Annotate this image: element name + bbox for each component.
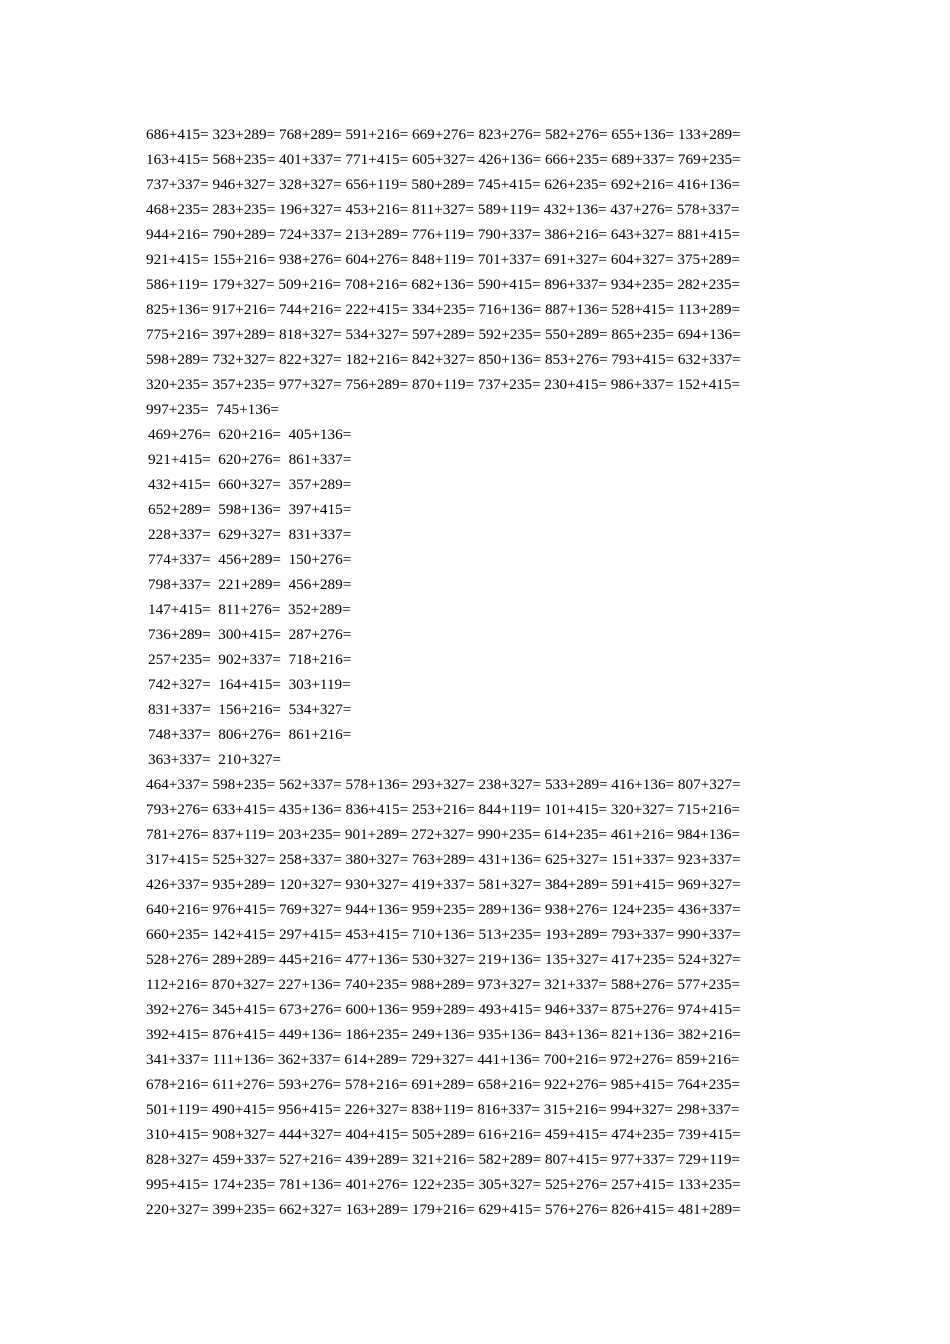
problem-row: 310+415= 908+327= 444+327= 404+415= 505+289= 616+216= 459+415= 474+235= 739+415= [146,1126,741,1143]
problem-row: 426+337= 935+289= 120+327= 930+327= 419+337= 581+327= 384+289= 591+415= 969+327= [146,876,741,893]
problem-row: 995+415= 174+235= 781+136= 401+276= 122+235= 305+327= 525+276= 257+415= 133+235= [146,1176,741,1193]
problem-row: 341+337= 111+136= 362+337= 614+289= 729+327= 441+136= 700+216= 972+276= 859+216= [146,1051,740,1068]
problem-row: 944+216= 790+289= 724+337= 213+289= 776+119= 790+337= 386+216= 643+327= 881+415= [146,226,741,243]
exercise-block-3 [146,772,741,1222]
problem-row: 921+415= 620+276= 861+337= [148,451,352,468]
exercise-block-1 [146,122,741,422]
problem-row: 392+276= 345+415= 673+276= 600+136= 959+289= 493+415= 946+337= 875+276= 974+415= [146,1001,741,1018]
exercise-block-2 [148,422,351,772]
problem-row: 228+337= 629+327= 831+337= [148,526,352,543]
problem-row: 640+216= 976+415= 769+327= 944+136= 959+235= 289+136= 938+276= 124+235= 436+337= [146,901,741,918]
problem-row: 598+289= 732+327= 822+327= 182+216= 842+327= 850+136= 853+276= 793+415= 632+337= [146,351,741,368]
problem-row: 257+235= 902+337= 718+216= [148,651,352,668]
problem-row: 775+216= 397+289= 818+327= 534+327= 597+289= 592+235= 550+289= 865+235= 694+136= [146,326,741,343]
problem-row: 163+415= 568+235= 401+337= 771+415= 605+327= 426+136= 666+235= 689+337= 769+235= [146,151,741,168]
problem-row: 317+415= 525+327= 258+337= 380+327= 763+289= 431+136= 625+327= 151+337= 923+337= [146,851,741,868]
problem-row: 748+337= 806+276= 861+216= [148,726,352,743]
problem-row: 220+327= 399+235= 662+327= 163+289= 179+216= 629+415= 576+276= 826+415= 481+289= [146,1201,741,1218]
problem-row: 686+415= 323+289= 768+289= 591+216= 669+276= 823+276= 582+276= 655+136= 133+289= [146,126,741,143]
problem-row: 363+337= 210+327= [148,751,281,768]
problem-row: 392+415= 876+415= 449+136= 186+235= 249+136= 935+136= 843+136= 821+136= 382+216= [146,1026,741,1043]
problem-row: 432+415= 660+327= 357+289= [148,476,352,493]
problem-row: 112+216= 870+327= 227+136= 740+235= 988+289= 973+327= 321+337= 588+276= 577+235= [146,976,741,993]
problem-row: 652+289= 598+136= 397+415= [148,501,352,518]
problem-row: 528+276= 289+289= 445+216= 477+136= 530+327= 219+136= 135+327= 417+235= 524+327= [146,951,741,968]
problem-row: 831+337= 156+216= 534+327= [148,701,352,718]
problem-row: 828+327= 459+337= 527+216= 439+289= 321+216= 582+289= 807+415= 977+337= 729+119= [146,1151,741,1168]
problem-row: 147+415= 811+276= 352+289= [148,601,351,618]
problem-row: 469+276= 620+216= 405+136= [148,426,352,443]
problem-row: 736+289= 300+415= 287+276= [148,626,352,643]
problem-row: 774+337= 456+289= 150+276= [148,551,352,568]
problem-row: 793+276= 633+415= 435+136= 836+415= 253+216= 844+119= 101+415= 320+327= 715+216= [146,801,741,818]
problem-row: 737+337= 946+327= 328+327= 656+119= 580+289= 745+415= 626+235= 692+216= 416+136= [146,176,741,193]
problem-row: 320+235= 357+235= 977+327= 756+289= 870+119= 737+235= 230+415= 986+337= 152+415= [146,376,741,393]
problem-row: 781+276= 837+119= 203+235= 901+289= 272+327= 990+235= 614+235= 461+216= 984+136= [146,826,741,843]
problem-row: 586+119= 179+327= 509+216= 708+216= 682+136= 590+415= 896+337= 934+235= 282+235= [146,276,741,293]
problem-row: 921+415= 155+216= 938+276= 604+276= 848+119= 701+337= 691+327= 604+327= 375+289= [146,251,741,268]
problem-row: 464+337= 598+235= 562+337= 578+136= 293+327= 238+327= 533+289= 416+136= 807+327= [146,776,741,793]
problem-row: 660+235= 142+415= 297+415= 453+415= 710+136= 513+235= 193+289= 793+337= 990+337= [146,926,741,943]
problem-row: 501+119= 490+415= 956+415= 226+327= 838+119= 816+337= 315+216= 994+327= 298+337= [146,1101,740,1118]
problem-row: 468+235= 283+235= 196+327= 453+216= 811+327= 589+119= 432+136= 437+276= 578+337= [146,201,740,218]
problem-row: 742+327= 164+415= 303+119= [148,676,351,693]
problem-row: 798+337= 221+289= 456+289= [148,576,352,593]
problem-row: 825+136= 917+216= 744+216= 222+415= 334+235= 716+136= 887+136= 528+415= 113+289= [146,301,741,318]
problem-row: 678+216= 611+276= 593+276= 578+216= 691+289= 658+216= 922+276= 985+415= 764+235= [146,1076,741,1093]
problem-row: 997+235= 745+136= [146,401,279,418]
